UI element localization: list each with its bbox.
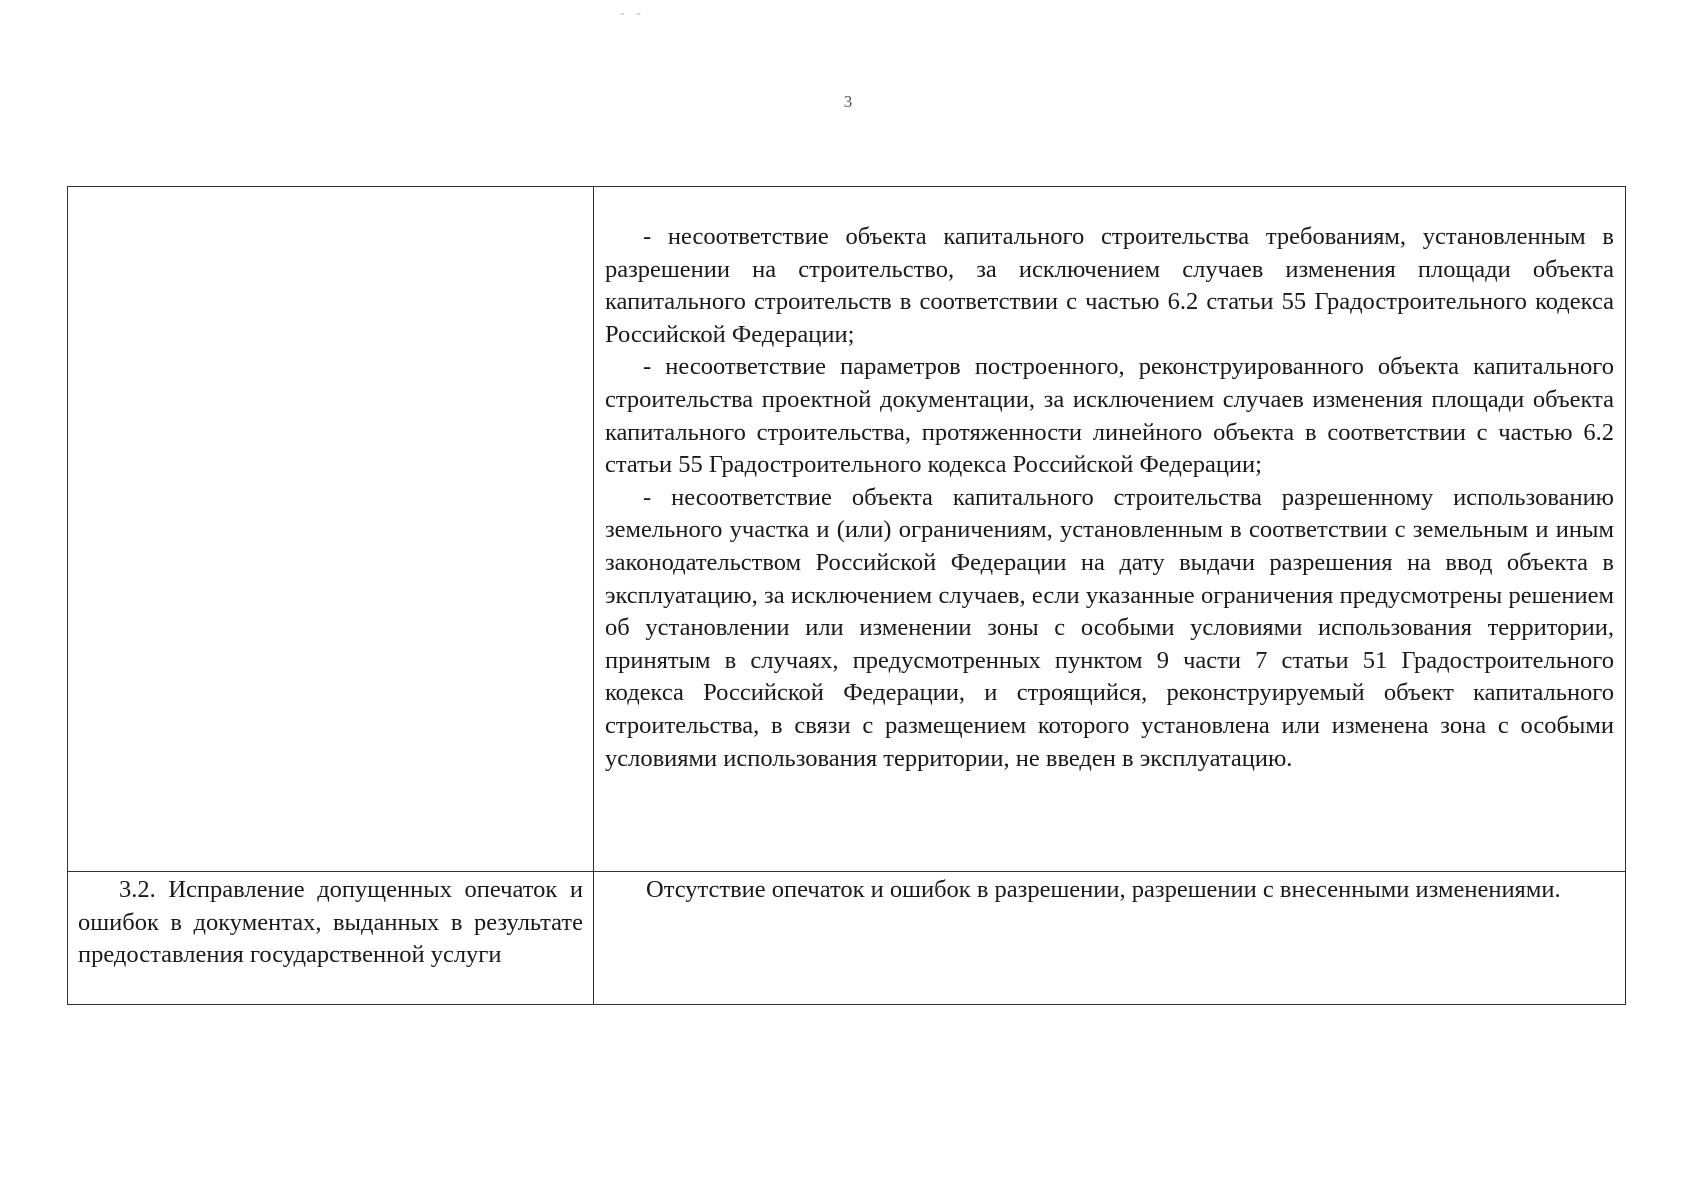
table-row <box>68 872 1626 1005</box>
grounds-text: Отсутствие опечаток и ошибок в разрешении, разрешении с внесенными изменениями. <box>646 876 1561 903</box>
list-item: - несоответствие параметров построенного, реконструированного объекта капитального строительства проектной документации, за исключением случаев изменения площади объекта капитального строительства, протяженности линейного объекта в соответствии с частью 6.2 статьи 55 Градостроительного кодекса Российской Федерации; <box>605 353 1614 479</box>
list-item: - несоответствие объекта капитального строительства разрешенному использованию земельного участка и (или) ограничениям, установленным в соответствии с земельным и иным законодательством Российской Федерации на дату выдачи разрешения на ввод объекта в эксплуатацию, за исключением случаев, если указанные ограничения предусмотрены решением об установлении или изменении зоны с особыми условиями использования территории, принятым в случаях, предусмотренных пунктом 9 части 7 статьи 51 Градостроительного кодекса Российской Федерации, и строящийся, реконструируемый объект капитального строительства, в связи с размещением которого установлена или изменена зона с особыми условиями использования территории, не введен в эксплуатацию. <box>605 483 1614 772</box>
table-cell-empty <box>68 187 594 872</box>
table-cell-grounds-list <box>594 187 1626 872</box>
list-item: - несоответствие объекта капитального строительства требованиям, установленным в разрешении на строительство, за исключением случаев изменения площади объекта капитального строительств в соответствии с частью 6.2 статьи 55 Градостроительного кодекса Российской Федерации; <box>605 223 1614 348</box>
table-row <box>68 187 1626 872</box>
subservice-title: 3.2. Исправление допущенных опечаток и ошибок в документах, выданных в результате предоставления государственной услуги <box>78 876 583 969</box>
document-table <box>67 186 1626 1005</box>
table-cell-subservice <box>68 872 594 1005</box>
page-number: 3 <box>843 92 853 111</box>
table-cell-grounds <box>594 872 1626 1005</box>
scan-artifact: - - <box>620 6 645 21</box>
